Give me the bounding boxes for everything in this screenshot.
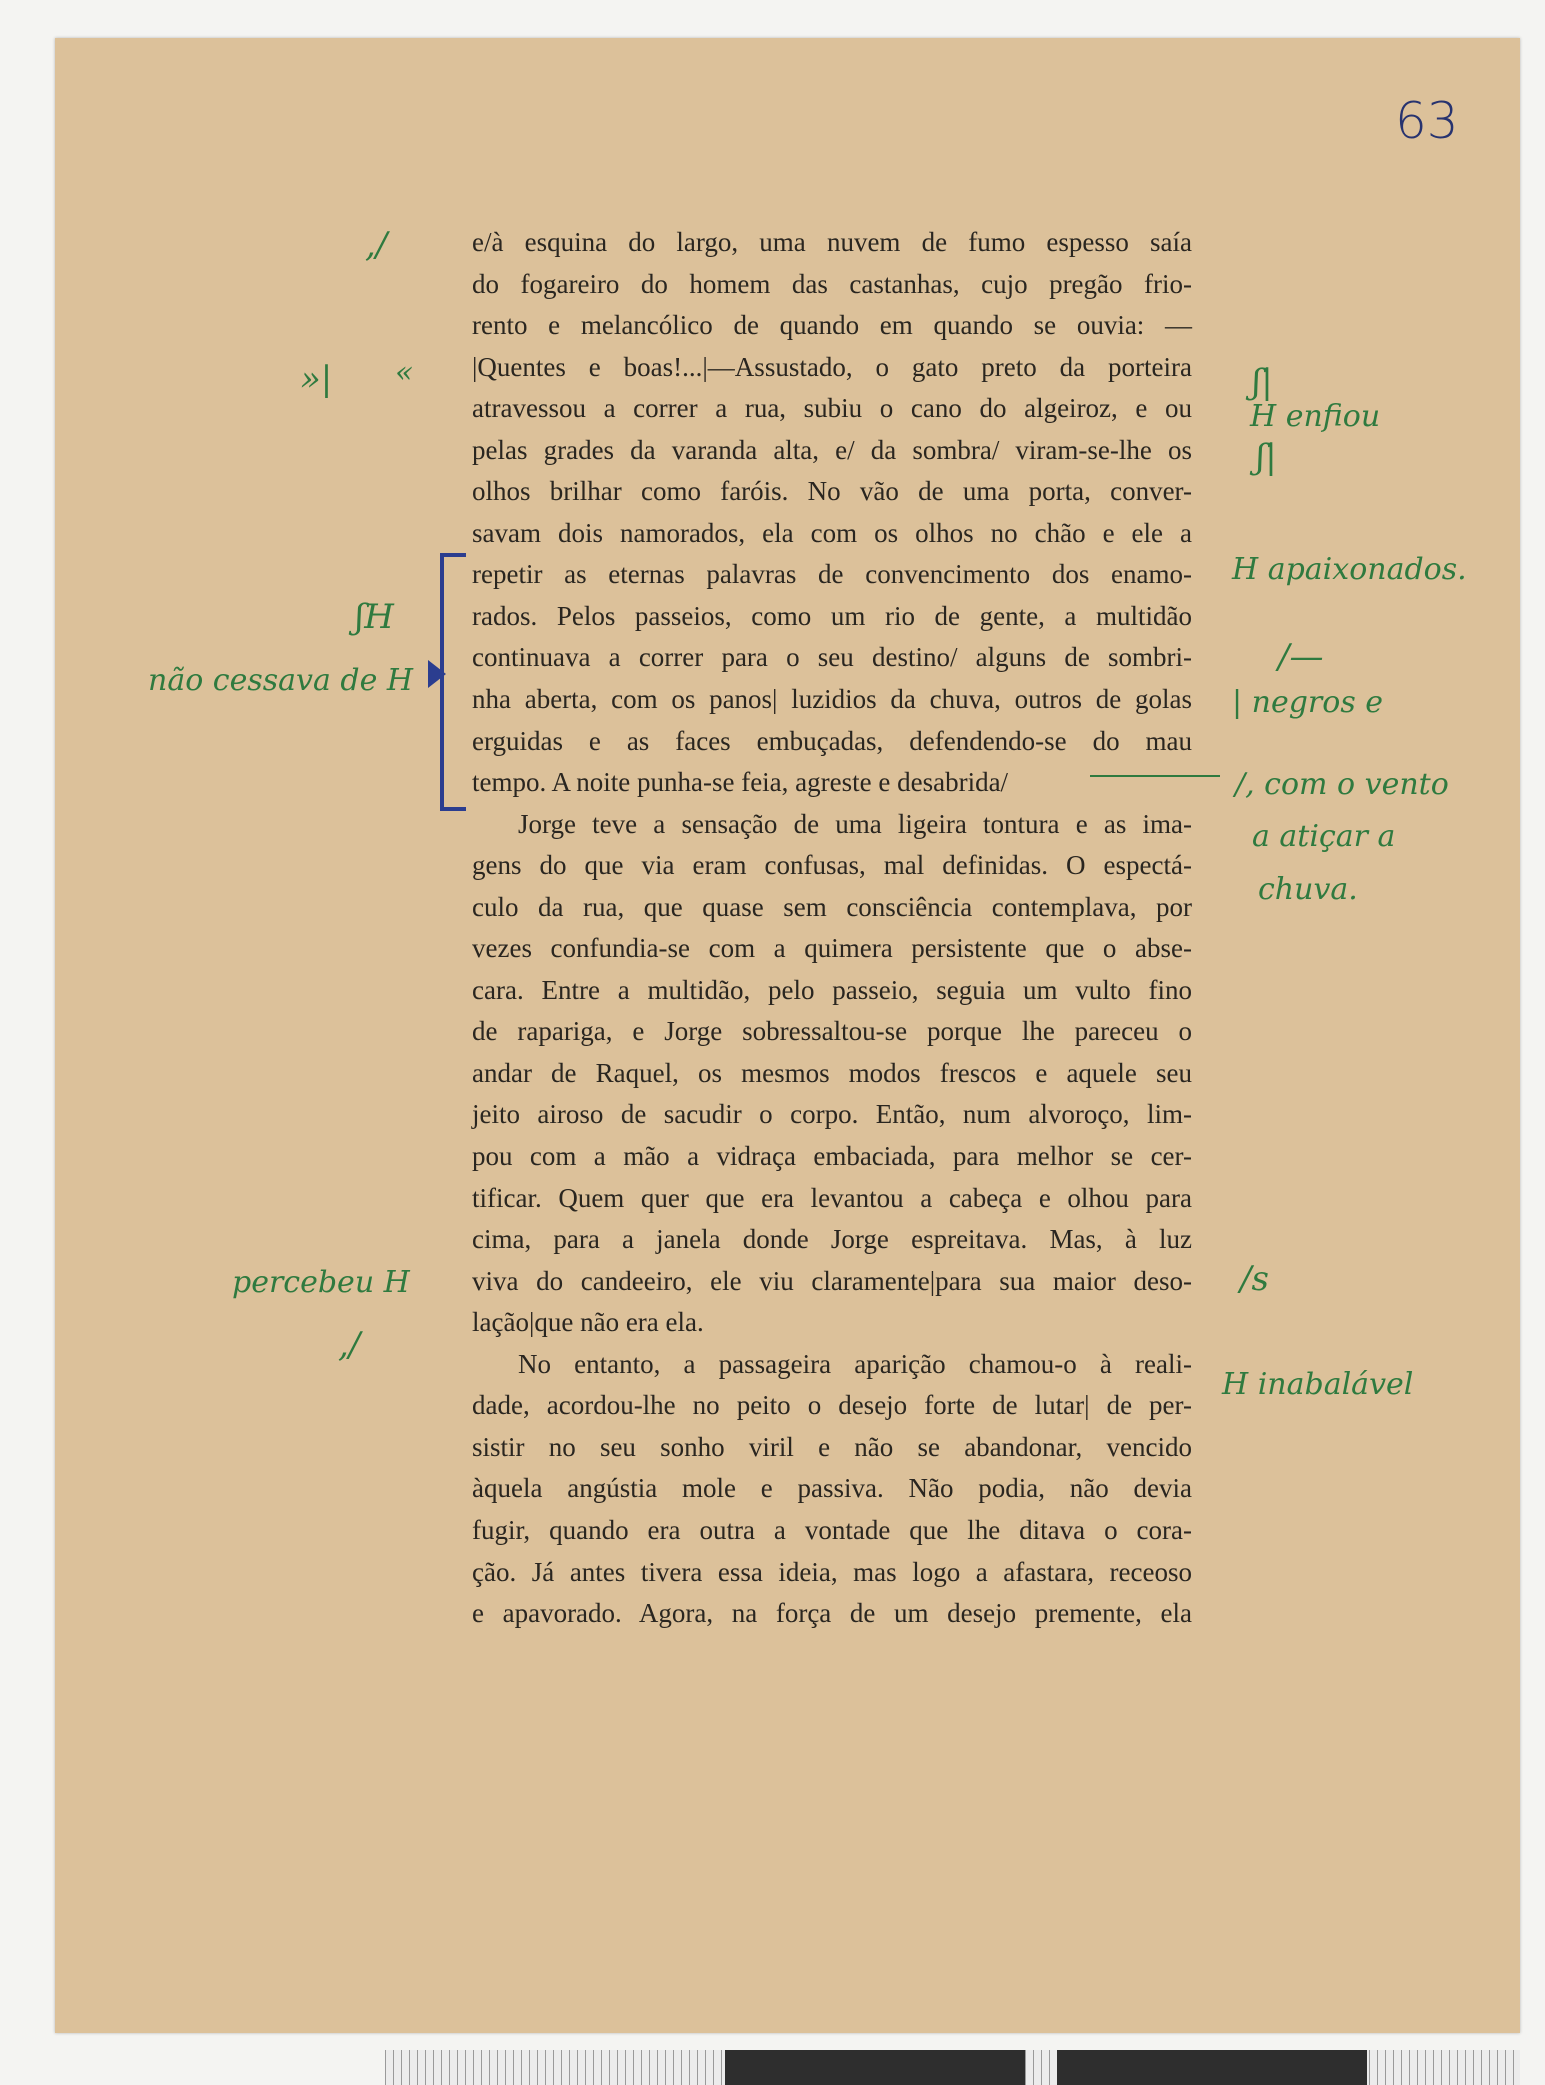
text-line: nha aberta, com os panos| luzidios da chuva, outros de golas <box>472 684 1192 715</box>
text-line: continuava a correr para o seu destino/ alguns de sombri- <box>472 642 1192 673</box>
margin-note: a atiçar a <box>1252 819 1396 854</box>
text-line: rados. Pelos passeios, como um rio de gente, a multidão <box>472 600 1192 631</box>
text-line: dade, acordou-lhe no peito o desejo forte de lutar| de per- <box>472 1390 1192 1421</box>
text-line: erguidas e as faces embuçadas, defendendo-se do mau <box>472 725 1192 756</box>
text-line: vezes confundia-se com a quimera persistente que o abse- <box>472 933 1192 964</box>
margin-note: ʃH <box>355 597 394 637</box>
text-line: savam dois namorados, ela com os olhos no chão e ele a <box>472 517 1192 548</box>
ruler-dark-segment <box>725 2050 1025 2085</box>
margin-note: | negros e <box>1232 685 1384 720</box>
text-line: sistir no seu sonho viril e não se abandonar, vencido <box>472 1431 1192 1462</box>
text-line: atravessou a correr a rua, subiu o cano do algeiroz, e ou <box>472 393 1192 424</box>
text-line: No entanto, a passageira aparição chamou-o à reali- <box>518 1348 1192 1379</box>
margin-note: ,/ <box>365 225 388 265</box>
text-line: e/à esquina do largo, uma nuvem de fumo espesso saía <box>472 227 1192 257</box>
text-line: jeito airoso de sacudir o corpo. Então, num alvoroço, lim- <box>472 1099 1192 1130</box>
page-number: 63 <box>1395 92 1459 150</box>
text-line: lação|que não era ela. <box>472 1307 704 1338</box>
margin-note: não cessava de H <box>148 663 414 698</box>
margin-note: ʃ| <box>1256 437 1277 477</box>
margin-note: /— <box>1278 637 1324 677</box>
text-line: rento e melancólico de quando em quando se ouvia: — <box>472 310 1192 341</box>
margin-note: ,/ <box>338 1325 361 1365</box>
text-line: gens do que via eram confusas, mal definidas. O espectá- <box>472 850 1192 881</box>
text-line: de rapariga, e Jorge sobressaltou-se porque lhe pareceu o <box>472 1016 1192 1047</box>
text-line: e apavorado. Agora, na força de um desejo premente, ela <box>472 1598 1192 1629</box>
margin-note: chuva. <box>1258 872 1358 907</box>
margin-note: H inabalável <box>1222 1367 1414 1402</box>
text-line: pelas grades da varanda alta, e/ da sombra/ viram-se-lhe os <box>472 434 1192 465</box>
green-connector-line <box>1090 775 1220 777</box>
text-line: tificar. Quem quer que era levantou a cabeça e olhou para <box>472 1182 1192 1213</box>
text-line: cara. Entre a multidão, pelo passeio, seguia um vulto fino <box>472 974 1192 1005</box>
margin-note: /, com o vento <box>1235 767 1449 802</box>
bracket-arrow-icon <box>428 660 446 688</box>
text-line: andar de Raquel, os mesmos modos frescos e aquele seu <box>472 1057 1192 1088</box>
body-text <box>472 222 1192 1635</box>
text-line: ção. Já antes tivera essa ideia, mas logo a afastara, receoso <box>472 1556 1192 1587</box>
text-line: fugir, quando era outra a vontade que lhe ditava o cora- <box>472 1514 1192 1545</box>
text-line: repetir as eternas palavras de convencimento dos enamo- <box>472 559 1192 590</box>
text-line: tempo. A noite punha-se feia, agreste e desabrida/ <box>472 767 1009 798</box>
margin-note: »| <box>300 359 333 399</box>
ruler-dark-segment <box>1057 2050 1367 2085</box>
margin-note: « <box>395 355 414 390</box>
margin-note: H enfiou <box>1250 399 1381 434</box>
text-line: olhos brilhar como faróis. No vão de uma porta, conver- <box>472 476 1192 507</box>
margin-note: ʃ| <box>1252 362 1273 402</box>
text-line: culo da rua, que quase sem consciência contemplava, por <box>472 891 1192 922</box>
text-line: pou com a mão a vidraça embaciada, para melhor se cer- <box>472 1141 1192 1172</box>
text-line: do fogareiro do homem das castanhas, cujo pregão frio- <box>472 268 1192 299</box>
text-line: àquela angústia mole e passiva. Não podia, não devia <box>472 1473 1192 1504</box>
scale-ruler <box>385 2050 1520 2085</box>
text-line: viva do candeeiro, ele viu claramente|para sua maior deso- <box>472 1265 1192 1296</box>
text-line: |Quentes e boas!...|—Assustado, o gato preto da porteira <box>472 351 1192 382</box>
margin-note: /s <box>1240 1259 1269 1299</box>
text-line: cima, para a janela donde Jorge espreitava. Mas, à luz <box>472 1224 1192 1255</box>
margin-note: H apaixonados. <box>1232 552 1467 587</box>
margin-note: percebeu H <box>232 1265 410 1300</box>
text-line: Jorge teve a sensação de uma ligeira tontura e as ima- <box>518 808 1192 839</box>
